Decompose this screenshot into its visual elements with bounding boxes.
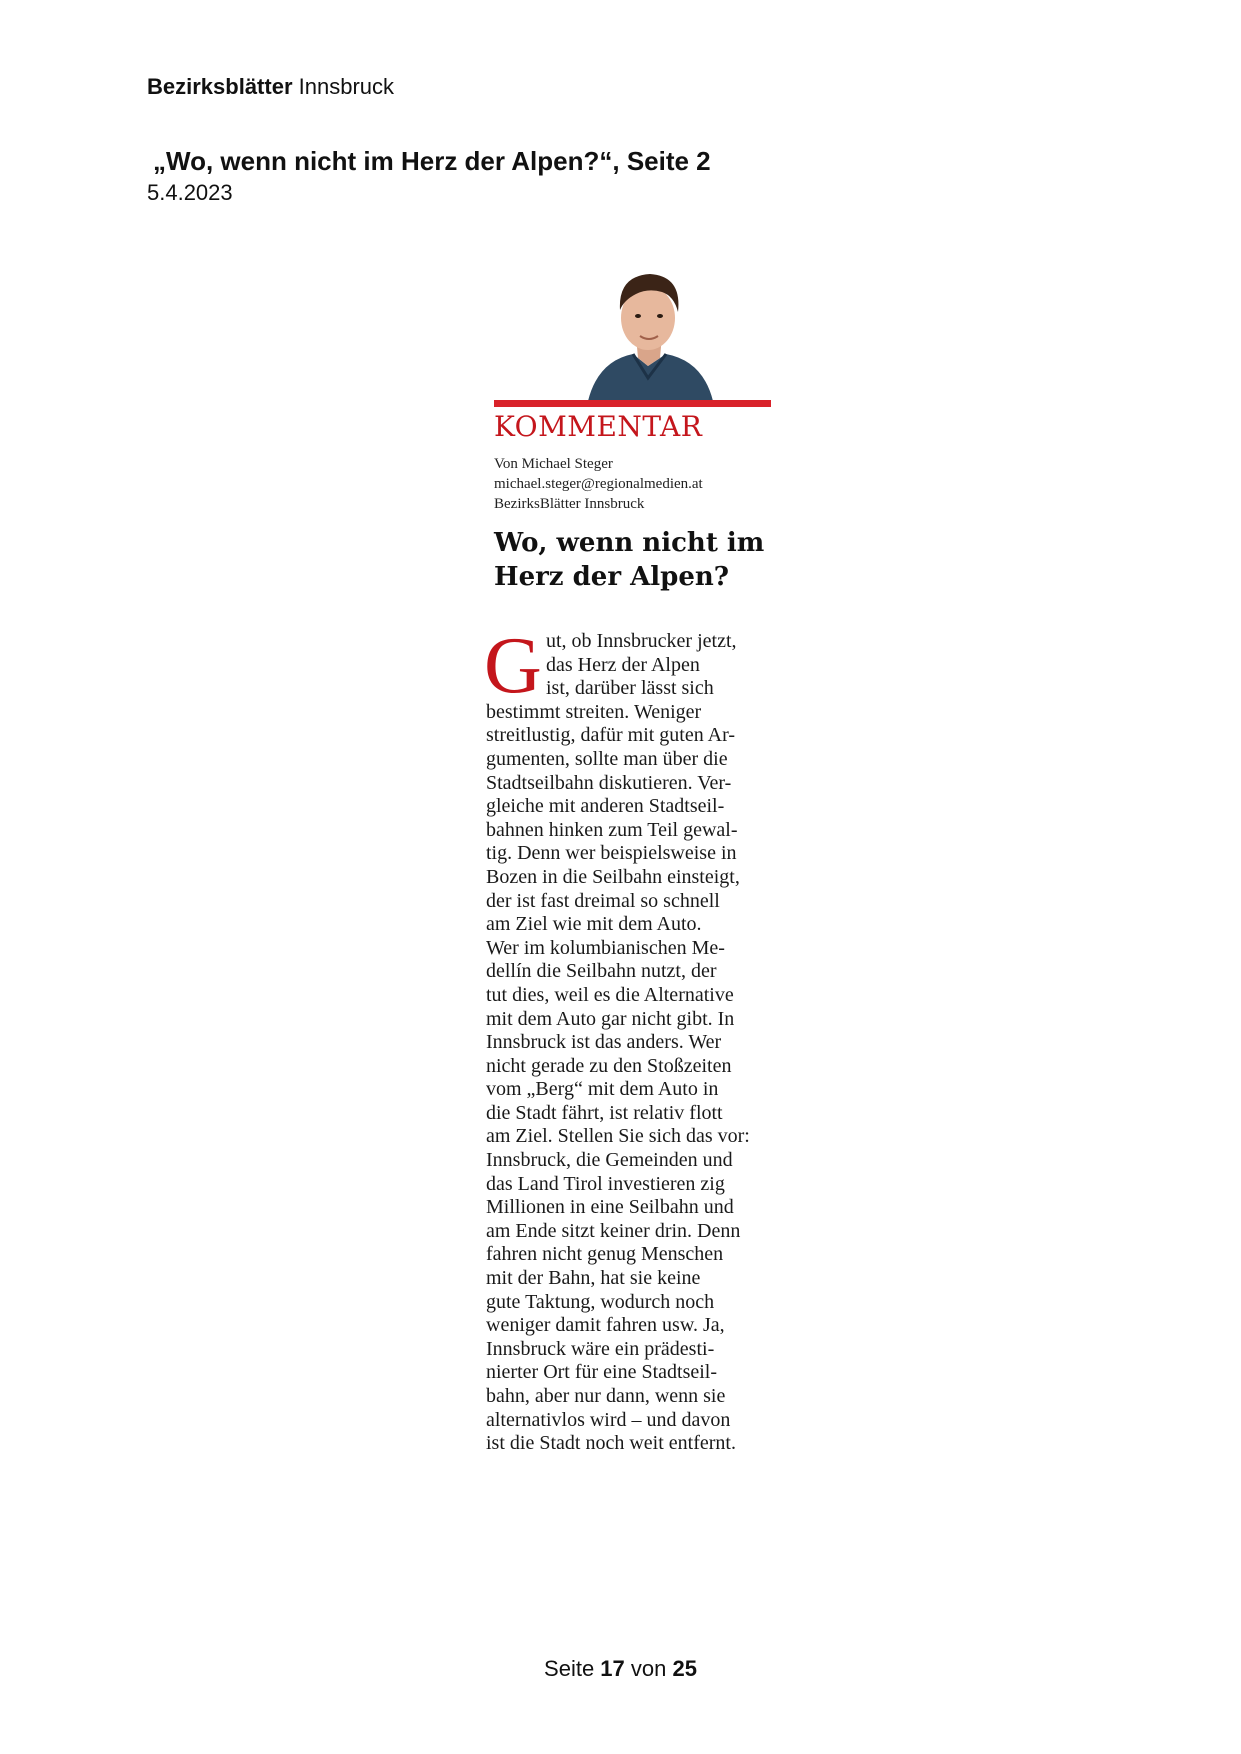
body-line: bahn, aber nur dann, wenn sie: [486, 1385, 726, 1407]
body-line: Bozen in die Seilbahn einsteigt,: [486, 865, 740, 888]
page-prefix: Seite: [544, 1656, 601, 1681]
byline-author: Von Michael Steger: [494, 456, 613, 472]
author-portrait: [578, 266, 718, 401]
body-line: nicht gerade zu den Stoßzeiten: [486, 1054, 732, 1077]
body-line: bahnen hinken zum Teil gewal-: [486, 818, 738, 841]
body-line: ist, darüber lässt sich: [546, 677, 714, 700]
body-line: streitlustig, dafür mit guten Ar-: [486, 724, 736, 747]
body-line: gleiche mit anderen Stadtseil-: [486, 795, 725, 818]
publication-region: Innsbruck: [292, 74, 395, 99]
body-line: Millionen in eine Seilbahn und: [486, 1196, 734, 1219]
publication-name: Bezirksblätter: [147, 74, 293, 99]
publication-label: [147, 74, 394, 100]
body-line: nierter Ort für eine Stadtseil-: [486, 1361, 718, 1384]
body-line: dellín die Seilbahn nutzt, der: [486, 960, 717, 983]
byline: [494, 454, 703, 514]
body-line: Innsbruck, die Gemeinden und: [486, 1149, 733, 1172]
body-line: mit der Bahn, hat sie keine: [486, 1267, 701, 1290]
body-line: das Herz der Alpen: [546, 653, 700, 676]
body-line: weniger damit fahren usw. Ja,: [486, 1314, 725, 1337]
article-headline: [494, 526, 794, 594]
document-date: 5.4.2023: [147, 180, 233, 205]
body-line: ut, ob Innsbrucker jetzt,: [546, 630, 737, 652]
body-line: alternativlos wird – und davon: [486, 1408, 731, 1431]
body-line: das Land Tirol investieren zig: [486, 1172, 725, 1195]
document-title: „Wo, wenn nicht im Herz der Alpen?“, Seite 2: [153, 146, 711, 176]
page-total: 25: [672, 1656, 697, 1681]
body-line: bestimmt streiten. Weniger: [486, 700, 702, 723]
page-number: 17: [600, 1656, 625, 1681]
body-line: gumenten, sollte man über die: [486, 747, 728, 770]
body-line: am Ziel. Stellen Sie sich das vor:: [486, 1125, 750, 1148]
body-line: am Ziel wie mit dem Auto.: [486, 913, 702, 936]
body-line: die Stadt fährt, ist relativ flott: [486, 1101, 723, 1124]
body-line: vom „Berg“ mit dem Auto in: [486, 1078, 719, 1101]
rubric-label: KOMMENTAR: [494, 410, 703, 443]
body-line: tig. Denn wer beispielsweise in: [486, 842, 737, 865]
body-line: tut dies, weil es die Alternative: [486, 983, 734, 1006]
body-line: der ist fast dreimal so schnell: [486, 889, 720, 912]
byline-email: michael.steger@regionalmedien.at: [494, 476, 703, 492]
body-line: fahren nicht genug Menschen: [486, 1243, 724, 1266]
headline-line: Herz der Alpen?: [494, 562, 730, 592]
article-body: [484, 622, 766, 1456]
body-line: Innsbruck ist das anders. Wer: [486, 1031, 722, 1054]
body-line: Stadtseilbahn diskutieren. Ver-: [486, 771, 732, 794]
body-line: Wer im kolumbianischen Me-: [486, 936, 725, 959]
body-line: am Ende sitzt keiner drin. Denn: [486, 1219, 741, 1242]
body-line: ist die Stadt noch weit entfernt.: [486, 1432, 736, 1455]
byline-outlet: BezirksBlätter Innsbruck: [494, 496, 645, 512]
rubric-divider: [494, 400, 771, 407]
drop-cap: G: [484, 622, 542, 710]
headline-line: Wo, wenn nicht im: [494, 528, 765, 558]
body-line: mit dem Auto gar nicht gibt. In: [486, 1007, 735, 1030]
page-counter: [0, 1656, 1241, 1682]
body-line: gute Taktung, wodurch noch: [486, 1290, 715, 1313]
body-line: Innsbruck wäre ein prädesti-: [486, 1337, 715, 1360]
page-separator: von: [624, 1656, 673, 1681]
